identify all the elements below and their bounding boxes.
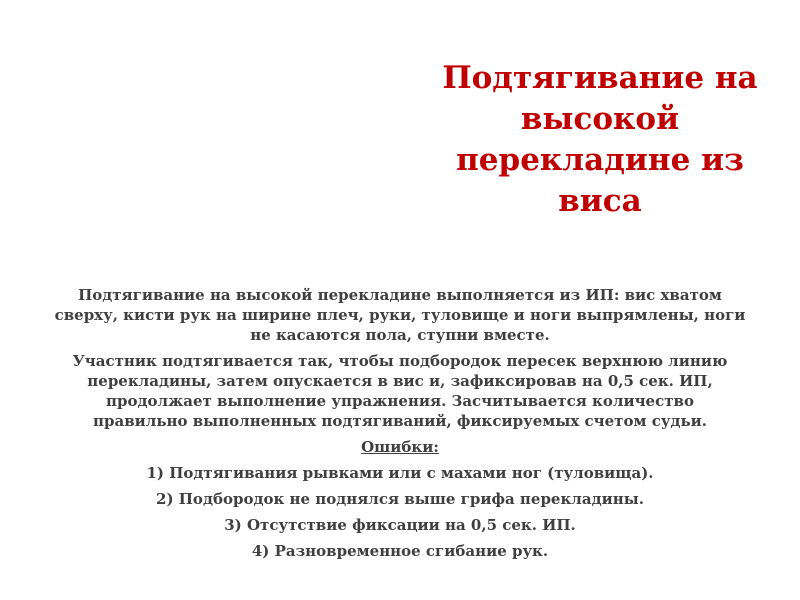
title-line: Подтягивание на (442, 60, 758, 96)
slide-body (20, 285, 780, 567)
rules-paragraph (20, 285, 780, 345)
error-item: 1) Подтягивания рывками или с махами ног (туловища). (146, 464, 654, 482)
title-line: высокой (520, 101, 680, 137)
title-line: перекладине из (456, 142, 744, 178)
error-item: 4) Разновременное сгибание рук. (251, 542, 549, 560)
paragraph-line: сверху, кисти рук на ширине плеч, руки, туловище и ноги выпрямлены, ноги (54, 306, 746, 324)
error-item: 3) Отсутствие фиксации на 0,5 сек. ИП. (224, 516, 576, 534)
paragraph-line: Подтягивание на высокой перекладине выполняется из ИП: вис хватом (78, 286, 722, 304)
errors-heading: Ошибки: (361, 438, 439, 456)
title-line: виса (558, 183, 642, 219)
execution-paragraph (20, 351, 780, 431)
paragraph-line: продолжает выполнение упражнения. Засчитывается количество (106, 392, 694, 410)
slide-title (415, 58, 785, 222)
paragraph-line: не касаются пола, ступни вместе. (250, 326, 550, 344)
paragraph-line: правильно выполненных подтягиваний, фиксируемых счетом судьи. (93, 412, 707, 430)
error-item: 2) Подбородок не поднялся выше грифа перекладины. (156, 490, 644, 508)
paragraph-line: Участник подтягивается так, чтобы подбородок пересек верхнюю линию (72, 352, 728, 370)
paragraph-line: перекладины, затем опускается в вис и, зафиксировав на 0,5 сек. ИП, (87, 372, 713, 390)
